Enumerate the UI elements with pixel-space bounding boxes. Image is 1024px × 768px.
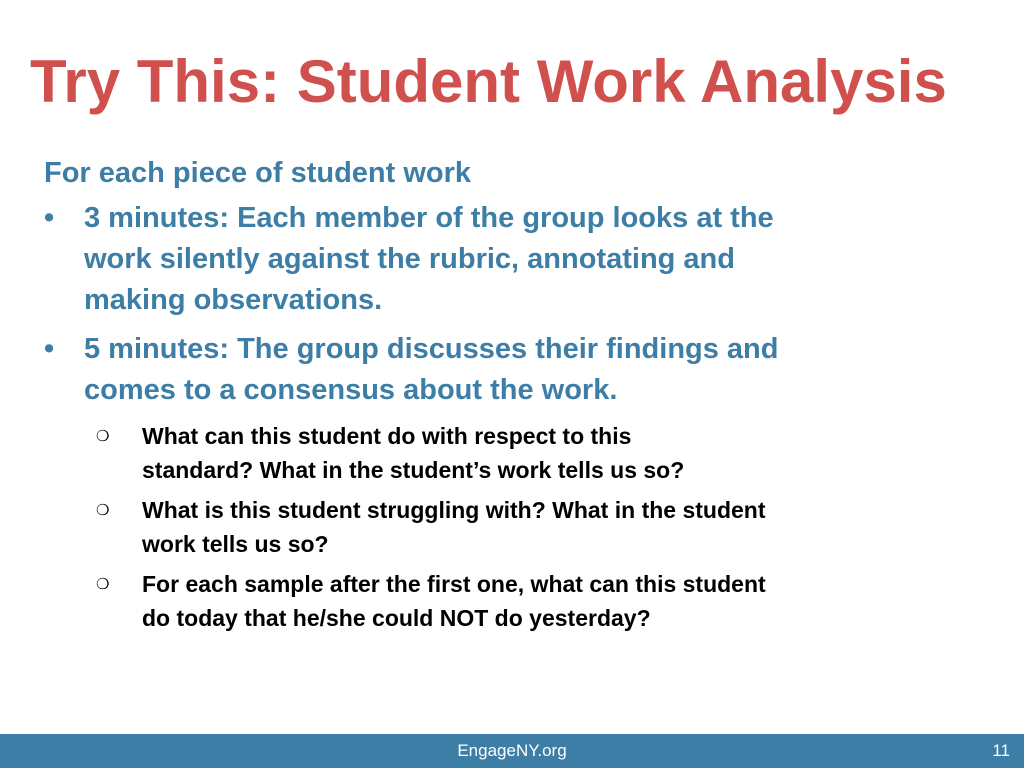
bullet-line: comes to a consensus about the work. xyxy=(84,374,618,406)
footer-bar xyxy=(0,734,1024,768)
circle-bullet-icon: ❍ xyxy=(96,501,110,519)
bullet-marker: • xyxy=(44,333,55,365)
sub-bullet-list xyxy=(44,419,944,635)
sub-bullet-item xyxy=(44,567,944,635)
page-number: 11 xyxy=(992,741,1010,760)
sub-bullet-line: work tells us so? xyxy=(142,531,329,557)
sub-bullet-line: What can this student do with respect to this xyxy=(142,423,632,449)
slide-title: Try This: Student Work Analysis xyxy=(30,48,947,115)
bullet-item xyxy=(44,198,944,321)
circle-bullet-icon: ❍ xyxy=(96,575,110,593)
bullet-line: work silently against the rubric, annotating and xyxy=(84,243,735,275)
bullet-line: making observations. xyxy=(84,284,383,316)
sub-bullet-line: What is this student struggling with? What in the student xyxy=(142,497,766,523)
sub-bullet-item xyxy=(44,419,944,487)
circle-bullet-icon: ❍ xyxy=(96,427,110,445)
bullet-line: 5 minutes: The group discusses their findings and xyxy=(84,333,779,365)
sub-bullet-line: standard? What in the student’s work tells us so? xyxy=(142,457,685,483)
sub-bullet-item xyxy=(44,493,944,561)
sub-bullet-line: For each sample after the first one, what can this student xyxy=(142,571,766,597)
slide-body xyxy=(44,152,944,641)
bullet-item xyxy=(44,329,944,411)
sub-bullet-line: do today that he/she could NOT do yesterday? xyxy=(142,605,651,631)
bullet-line: 3 minutes: Each member of the group looks at the xyxy=(84,202,774,234)
footer-site-label: EngageNY.org xyxy=(457,741,567,760)
intro-text: For each piece of student work xyxy=(44,157,472,189)
bullet-marker: • xyxy=(44,202,55,234)
